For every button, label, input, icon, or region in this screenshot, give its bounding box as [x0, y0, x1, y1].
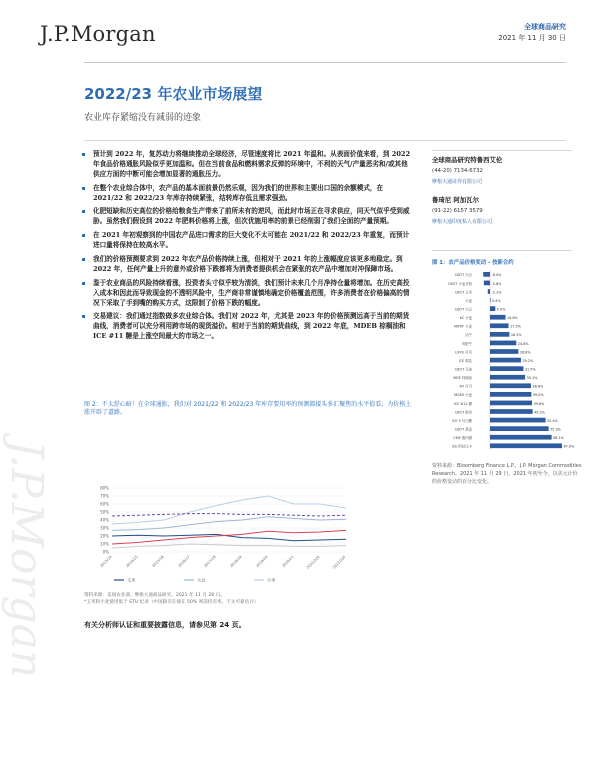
category-label: ICE 棉花	[458, 358, 472, 363]
legend-label: 小麦	[267, 577, 276, 583]
figure1-source: 资料来源：Bloomberg Finance L.P.，J.P. Morgan Commodities Research。2021 年 11 月 29 日，2021 年初至今，以美元计价的价格变动的百分比变化。	[432, 463, 582, 485]
key-point: 预计到 2022 年，复苏动力将继续推动全球经济，尽管速度将比 2021 年温和。从表面价值来看，到 2022 年食品价格通胀风险似乎更加温和。但在当前食品和燃料需求反弹的环境中，不利的天气/产量恶劣和/或其他供应方面的中断可能会增加显著的通胀压力。	[82, 150, 412, 180]
x-tick-label: 2016/17	[177, 554, 191, 569]
jpmorgan-watermark: J.P.Morgan	[1, 440, 52, 679]
category-label: 小麦	[465, 298, 472, 303]
analyst-top-divider	[432, 150, 572, 151]
value-label: 38.6%	[532, 384, 544, 389]
key-point: 鉴于农业商品的风险持续看涨，投资者头寸似乎较为清淡，我们预计未来几个月净持仓量将增加。在历史高投入成本和因此而导致现金的不透明风险中，生产商非常谨慎地确定价格覆盖范围，许多消费者在价格偏高的情况下采取了手到嘴的购买方式，这限制了价格下跌的幅度。	[82, 279, 412, 309]
bar	[490, 426, 549, 431]
value-label: 40.2%	[534, 410, 545, 415]
category-label: ICE 5 号白糖	[452, 418, 472, 423]
value-label: 67.9%	[563, 444, 575, 449]
stocks-to-use-line-chart	[84, 480, 354, 590]
page-title: 2022/23 年农业市场展望	[84, 85, 263, 103]
value-label: -5.8%	[491, 281, 502, 286]
value-label: 33.1%	[526, 376, 538, 381]
x-tick-label: 2018/19	[229, 554, 243, 569]
bar	[490, 323, 509, 328]
category-label: CBOT 大豆	[454, 307, 472, 312]
y-tick-label: 30%	[100, 525, 109, 531]
bar	[490, 418, 546, 423]
y-tick-label: 10%	[100, 541, 109, 547]
y-tick-label: 60%	[100, 501, 109, 507]
key-point: 交易建议：我们通过指数做多农业综合体。我们对 2022 年，尤其是 2023 年的价格预测远高于当前的期货曲线，消费者可以充分利用跨市场的现货溢价。相对于当前的期货曲线，到 2022 年底，MDEB 棕榈油和 ICE #11 糖是上涨空间最大的市场之一。	[82, 312, 412, 342]
bar	[490, 306, 495, 311]
y-tick-label: 50%	[100, 509, 109, 515]
jpmorgan-logo: J.P.Morgan	[40, 22, 156, 46]
category-label: 活牛	[465, 333, 472, 338]
analyst-name: 鲁琦尼 阿加瓦尔	[432, 196, 479, 204]
category-label: MGEX 小麦	[454, 393, 472, 398]
key-point: 在 2021 年初观察到的中国农产品进口需求的巨大变化不太可能在 2021/22 和 2022/23 年重复，而预计进口量将保持在较高水平。	[82, 231, 412, 251]
x-tick-label: 2014/15	[125, 554, 139, 569]
y-tick-label: 70%	[100, 493, 109, 499]
bar	[490, 443, 562, 448]
analyst-phone: (91-22) 6157 3579	[432, 208, 483, 214]
value-label: 18.3%	[510, 333, 522, 338]
value-label: 58.1%	[553, 436, 564, 441]
bar	[490, 341, 516, 346]
report-type: 全球商品研究	[524, 23, 566, 31]
category-label: MATIF 小麦	[454, 324, 472, 329]
legend-label: 大豆	[197, 577, 206, 583]
figure1-caption: 图 1：农产品价格变动 - 按新合约	[432, 260, 514, 266]
category-label: MDE 棕榈油	[453, 376, 472, 381]
bar	[490, 435, 552, 440]
analyst-team-firm: 摩根大通证券有限公司	[432, 179, 483, 185]
value-label: -6.4%	[491, 273, 502, 278]
category-label: CBOT 豆油	[454, 367, 472, 372]
value-label: 29.2%	[522, 358, 534, 363]
value-label: 39.0%	[532, 393, 544, 398]
x-tick-label: 2020/21	[281, 554, 295, 569]
x-tick-label: 2013/14	[99, 554, 113, 569]
analyst-block	[432, 155, 572, 235]
key-point: 在整个农业综合体中，农产品的基本面前景仍然乐观，因为我们的世界和主要出口国的余额模式，在 2021/22 和 2022/23 年库存持续紧张，结转库存低且需求强劲。	[82, 184, 412, 204]
y-tick-label: 20%	[100, 533, 109, 539]
y-tick-label: 0%	[102, 549, 109, 555]
bar	[490, 358, 521, 363]
category-label: KC 小麦	[459, 316, 472, 321]
x-tick-label: 2022/23F	[331, 554, 347, 570]
key-point: 我们的价格预测要求到 2022 年农产品价格持续上涨，但相对于 2021 年的上涨幅度应该更多地稳定。到 2022 年，任何产量上升的意外或价格下跌都将为消费者提供机会在紧张的农产品中增加对冲保障市场。	[82, 255, 412, 275]
bar	[484, 281, 490, 286]
bar	[490, 401, 532, 406]
y-tick-label: 40%	[100, 517, 109, 523]
series-line	[112, 544, 346, 548]
top-divider	[84, 62, 566, 63]
x-tick-label: 2017/18	[203, 554, 217, 569]
value-label: 0.4%	[491, 298, 501, 303]
series-line	[112, 514, 346, 516]
legend-label: 玉米	[127, 577, 136, 583]
bar	[488, 289, 490, 294]
bar	[490, 409, 533, 414]
bar	[490, 332, 509, 337]
category-label: ICE 阿拉比卡	[451, 444, 472, 449]
value-label: 14.6%	[506, 316, 518, 321]
value-label: 26.8%	[519, 350, 531, 355]
series-line	[112, 530, 346, 544]
category-label: CME 瘦肉猪	[453, 436, 472, 441]
value-label: 39.6%	[533, 401, 545, 406]
figure2-source	[84, 592, 414, 607]
bar	[490, 383, 531, 388]
price-change-bar-chart	[432, 268, 575, 468]
category-label: CBOT 玉米	[454, 290, 472, 295]
category-label: LIFFE 可可	[455, 350, 472, 355]
value-label: 5.0%	[496, 307, 506, 312]
figure2-source-line: 资料来源：美国农业部，摩根大通商品研究，2021 年 11 月 26 日。	[84, 593, 225, 598]
x-tick-label: 2019/20	[255, 554, 269, 569]
category-label: 育肥牛	[461, 341, 472, 346]
x-tick-label: 2021/22E	[305, 554, 321, 570]
bar	[490, 349, 518, 354]
bar	[490, 298, 491, 303]
key-points-list	[82, 150, 412, 346]
bar	[490, 375, 525, 380]
report-date: 2021 年 11 月 30 日	[498, 34, 566, 42]
figure2-source-note: *玉米和小麦使用低于 STU 纪录（中国除非在端在 50% 则前持有率，不太可靠估计）	[84, 600, 259, 606]
bar	[490, 366, 523, 371]
bar	[490, 392, 531, 397]
analyst-team: 全球商品研究特鲁西艾伦	[432, 156, 503, 164]
analyst-bottom-divider	[432, 250, 572, 251]
disclosure-note: 有关分析师认证和重要披露信息，请参见第 24 页。	[84, 621, 246, 629]
analyst-team-phone: (44-20) 7134-6732	[432, 168, 483, 174]
category-label: ICE #11 糖	[453, 401, 472, 406]
page-subtitle: 农业库存紧缩没有减弱的迹象	[84, 113, 202, 123]
value-label: 31.5%	[524, 367, 536, 372]
category-label: CBOT 稻米	[454, 410, 472, 415]
value-label: 52.4%	[547, 418, 558, 423]
bar	[490, 315, 505, 320]
key-point: 化肥短缺和历史高位的价格给粮食生产带来了前所未有的逆风，而此时市场正在寻求供应，同天气似乎受到威胁。虽然我们假设到 2022 年肥料价格将上涨，但次优施用率的前景已经削弱了我们全面的产量预期。	[82, 207, 412, 227]
category-label: NY 可可	[459, 384, 472, 389]
category-label: CBOT 燕麦	[454, 427, 472, 432]
category-label: CBOT 小麦豆粕	[447, 281, 472, 286]
title-divider	[84, 140, 566, 141]
figure2-caption: 图 2：不太舒心暗！在全球通胀，我们对 2021/22 和 2022/23 年库存要用率的预测都接头多汇聚焦的水平值看，为价格上涨开辟了道路。	[84, 401, 412, 417]
value-label: 55.3%	[550, 427, 561, 432]
analyst-firm: 摩根大通印度私人有限公司	[432, 219, 493, 225]
x-tick-label: 2015/16	[151, 554, 165, 569]
category-label: CBOT 大豆	[454, 273, 472, 278]
y-tick-label: 80%	[100, 485, 109, 491]
value-label: -2.1%	[491, 290, 502, 295]
value-label: 17.5%	[510, 324, 521, 329]
bar	[483, 272, 490, 277]
series-line	[112, 517, 346, 531]
value-label: 24.8%	[517, 341, 529, 346]
